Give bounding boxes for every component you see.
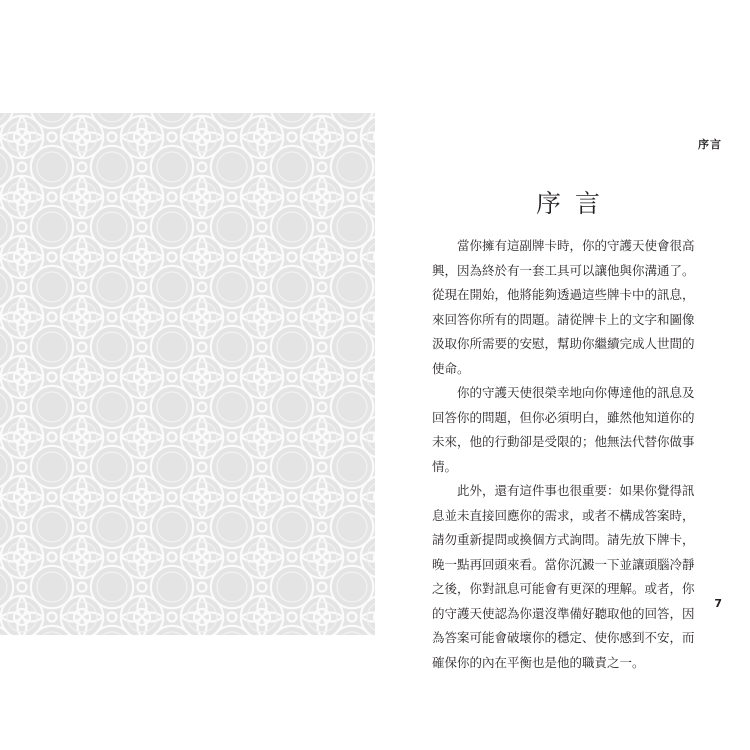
- decorative-pattern-panel: [0, 113, 375, 635]
- text-line: 當你擁有這副牌卡時，你的守護天使會很高: [457, 238, 695, 253]
- text-line: 從現在開始，他將能夠透過這些牌卡中的訊息，: [432, 287, 695, 302]
- text-line: 此外，還有這件事也很重要：如果你覺得訊: [457, 483, 695, 498]
- text-line: 回答你的問題，但你必須明白，雖然他知道你的: [432, 409, 695, 425]
- text-line: 情。: [432, 458, 458, 474]
- text-line: 確保你的內在平衡也是他的職責之一。: [432, 654, 645, 670]
- text-line: 請勿重新提問或換個方式詢問。請先放下牌卡，: [432, 532, 695, 547]
- paragraph-1: [432, 234, 712, 381]
- text-line: 汲取你所需要的安慰，幫助你繼續完成人世間的: [432, 336, 695, 351]
- text-line: 使命。: [432, 360, 470, 376]
- text-line: 晚一點再回頭來看。當你沉澱一下並讓頭腦冷靜: [432, 556, 695, 572]
- paragraph-2: [432, 381, 712, 479]
- text-line: 未來，他的行動卻是受限的；他無法代替你做事: [432, 434, 695, 449]
- text-line: 來回答你所有的問題。請從牌卡上的文字和圖像: [432, 311, 695, 327]
- paragraph-3: [432, 479, 712, 675]
- text-line: 興，因為終於有一套工具可以讓他與你溝通了。: [432, 262, 695, 278]
- running-head: 序言: [698, 138, 722, 151]
- text-line: 你的守護天使很榮幸地向你傳達他的訊息及: [457, 385, 695, 400]
- body-text: [432, 234, 712, 675]
- text-line: 為答案可能會破壞你的穩定、使你感到不安，而: [432, 630, 695, 645]
- text-line: 之後，你對訊息可能會有更深的理解。或者，你: [432, 581, 695, 596]
- text-line: 息並未直接回應你的需求，或者不構成答案時，: [432, 507, 695, 523]
- page-number: 7: [714, 597, 722, 610]
- text-line: 的守護天使認為你還沒準備好聽取他的回答，因: [432, 605, 695, 621]
- chapter-title: 序言: [535, 189, 614, 218]
